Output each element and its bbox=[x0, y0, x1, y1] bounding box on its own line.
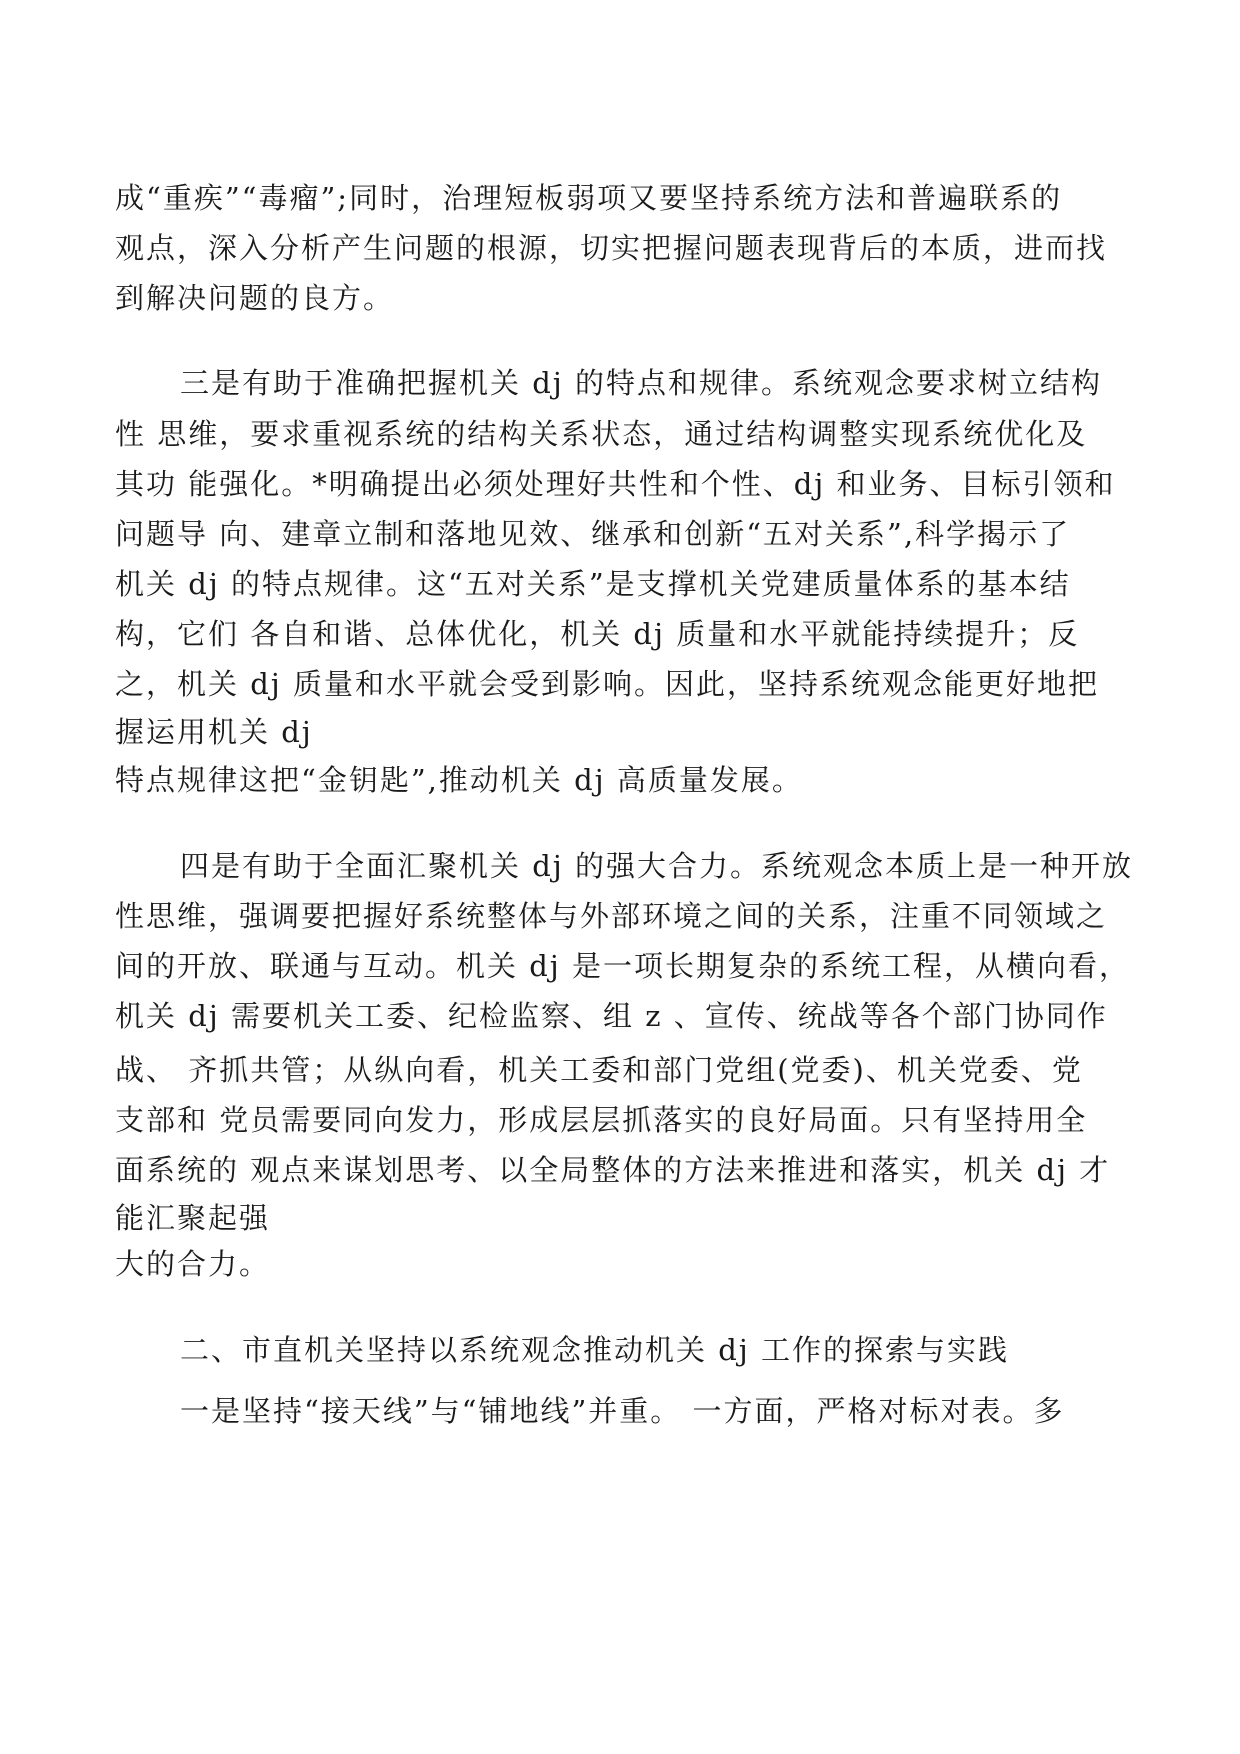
text-line-8: 机关 dj 的特点规律。这“五对关系”是支撑机关党建质量体系的基本结 bbox=[115, 567, 1071, 601]
text-line-21: 大的合力。 bbox=[115, 1247, 271, 1281]
text-line-3: 到解决问题的良方。 bbox=[115, 281, 395, 315]
text-line-6: 其功 能强化。*明确提出必须处理好共性和个性、dj 和业务、目标引领和 bbox=[115, 467, 1116, 501]
text-line-12: 特点规律这把“金钥匙”,推动机关 dj 高质量发展。 bbox=[115, 763, 803, 797]
text-line-20: 能汇聚起强 bbox=[115, 1201, 271, 1235]
text-line-17: 战、 齐抓共管；从纵向看，机关工委和部门党组(党委)、机关党委、党 bbox=[115, 1053, 1083, 1087]
text-line-15: 间的开放、联通与互动。机关 dj 是一项长期复杂的系统工程，从横向看， bbox=[115, 949, 1130, 983]
paragraph-3-start: 三是有助于准确把握机关 dj 的特点和规律。系统观念要求树立结构 bbox=[180, 366, 1102, 400]
text-line-14: 性思维，强调要把握好系统整体与外部环境之间的关系，注重不同领域之 bbox=[115, 899, 1108, 933]
text-line-1: 成“重疾”“毒瘤”;同时，治理短板弱项又要坚持系统方法和普遍联系的 bbox=[115, 181, 1063, 215]
text-line-2: 观点，深入分析产生问题的根源，切实把握问题表现背后的本质，进而找 bbox=[115, 231, 1108, 265]
text-line-10: 之，机关 dj 质量和水平就会受到影响。因此，坚持系统观念能更好地把 bbox=[115, 667, 1099, 701]
text-line-7: 问题导 向、建章立制和落地见效、继承和创新“五对关系”,科学揭示了 bbox=[115, 517, 1071, 551]
section-heading: 二、市直机关坚持以系统观念推动机关 dj 工作的探索与实践 bbox=[180, 1333, 1009, 1367]
text-line-9: 构，它们 各自和谐、总体优化，机关 dj 质量和水平就能持续提升；反 bbox=[115, 617, 1080, 651]
paragraph-4-start: 四是有助于全面汇聚机关 dj 的强大合力。系统观念本质上是一种开放 bbox=[180, 849, 1133, 883]
text-line-19: 面系统的 观点来谋划思考、以全局整体的方法来推进和落实，机关 dj 才 bbox=[115, 1153, 1111, 1187]
text-line-18: 支部和 党员需要同向发力，形成层层抓落实的良好局面。只有坚持用全 bbox=[115, 1103, 1088, 1137]
text-line-11: 握运用机关 dj bbox=[115, 715, 313, 749]
text-line-5: 性 思维，要求重视系统的结构关系状态，通过结构调整实现系统优化及 bbox=[115, 417, 1088, 451]
text-line-16: 机关 dj 需要机关工委、纪检监察、组 z 、宣传、统战等各个部门协同作 bbox=[115, 999, 1108, 1033]
paragraph-start: 一是坚持“接天线”与“铺地线”并重。 一方面，严格对标对表。多 bbox=[180, 1394, 1065, 1428]
